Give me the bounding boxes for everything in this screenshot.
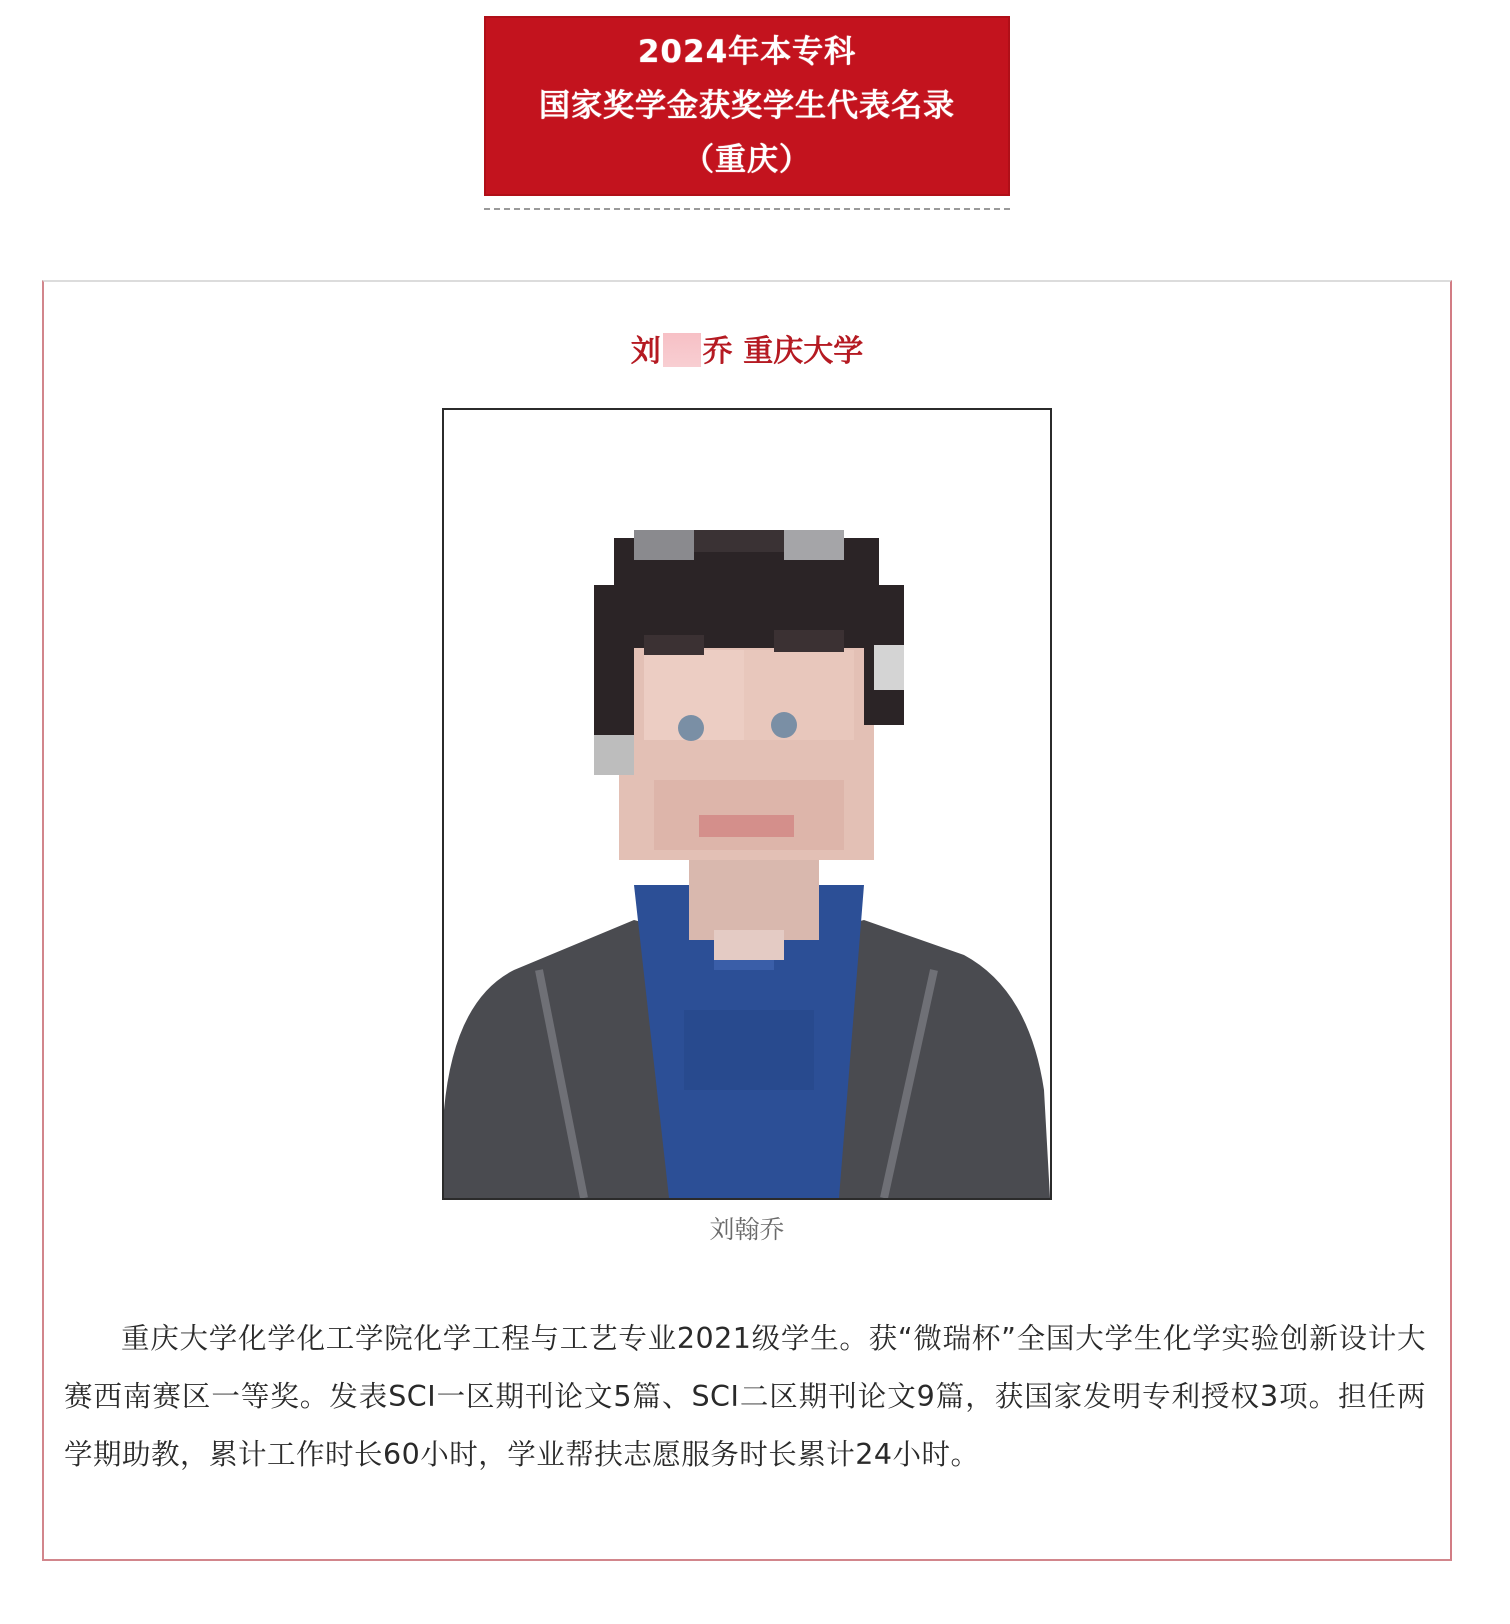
student-profile-card — [42, 280, 1452, 1561]
name-redaction-mask — [663, 333, 701, 367]
banner-divider — [484, 208, 1010, 210]
profile-heading — [44, 326, 1450, 370]
student-photo — [442, 408, 1052, 1200]
banner-region-line: （重庆） — [683, 142, 811, 178]
pixelated-portrait-image — [444, 410, 1050, 1198]
student-name-first: 刘 — [630, 334, 661, 369]
student-biography: 重庆大学化学化工学院化学工程与工艺专业2021级学生。获“微瑞杯”全国大学生化学实验创新设计大赛西南赛区一等奖。发表SCI一区期刊论文5篇、SCI二区期刊论文9篇，获国家发明专利授权3项。担任两学期助教，累计工作时长60小时，学业帮扶志愿服务时长累计24小时。 — [64, 1322, 1426, 1471]
student-name-last: 乔 — [702, 334, 733, 369]
photo-caption: 刘翰乔 — [709, 1215, 785, 1244]
banner-title-line: 国家奖学金获奖学生代表名录 — [539, 88, 955, 124]
banner-year-line: 2024年本专科 — [637, 34, 857, 70]
student-school: 重庆大学 — [743, 334, 864, 369]
title-banner — [484, 16, 1010, 196]
